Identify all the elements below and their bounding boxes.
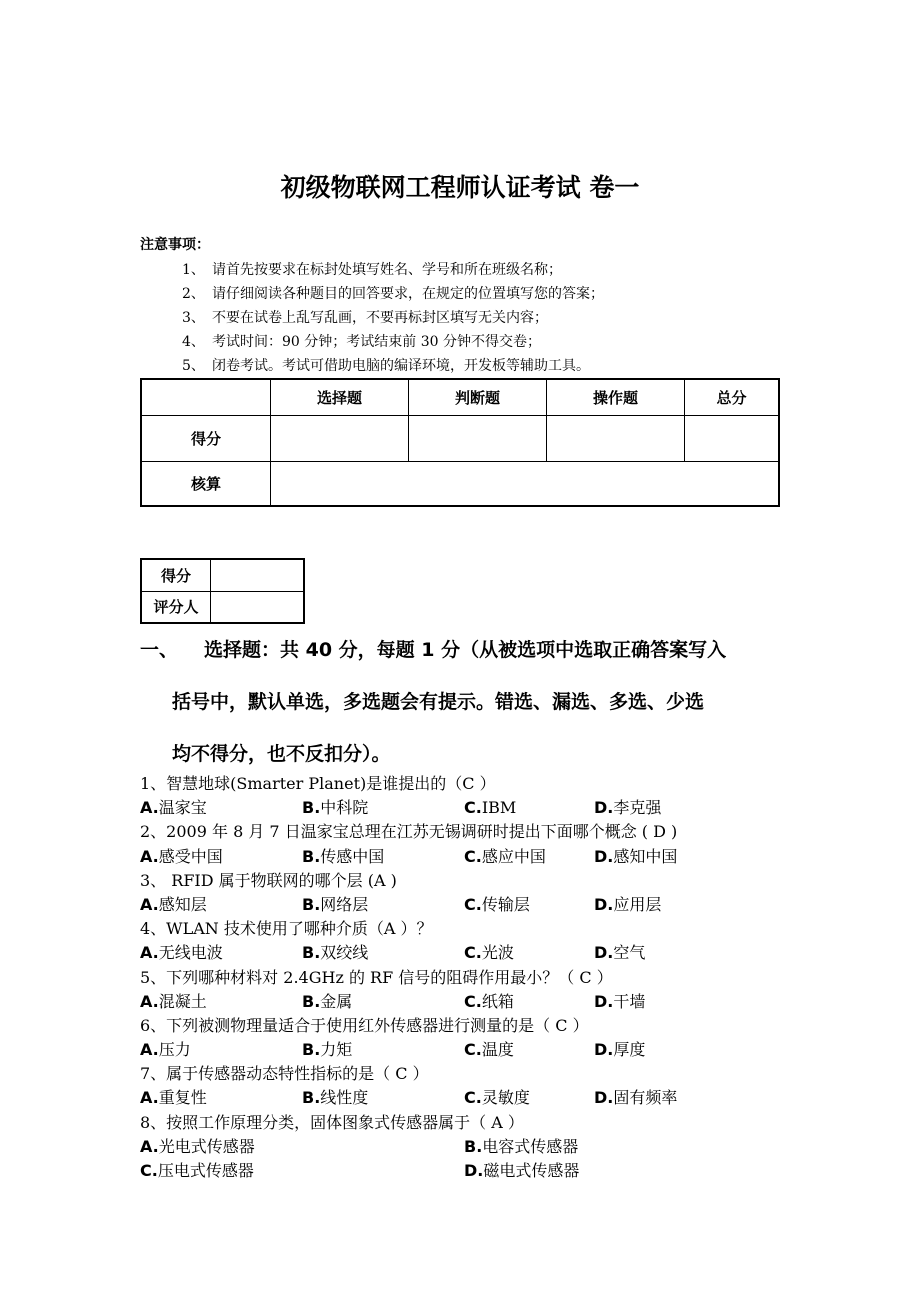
table-header-cell: 操作题 bbox=[546, 379, 684, 415]
option-a[interactable]: A.光电式传感器 bbox=[140, 1136, 255, 1156]
option-a[interactable]: A.混凝土 bbox=[140, 991, 207, 1011]
notice-list bbox=[182, 258, 604, 378]
table-header-cell: 判断题 bbox=[408, 379, 546, 415]
notice-number: 4、 bbox=[182, 334, 205, 350]
option-c[interactable]: C.压电式传感器 bbox=[140, 1161, 254, 1180]
section-line-3: 均不得分，也不反扣分）。 bbox=[172, 743, 391, 765]
option-row bbox=[140, 1135, 780, 1159]
option-b[interactable]: B.网络层 bbox=[302, 894, 369, 914]
option-row bbox=[140, 845, 780, 869]
option-c[interactable]: C.感应中国 bbox=[464, 846, 546, 866]
score-cell[interactable] bbox=[408, 415, 546, 461]
table-row bbox=[141, 591, 304, 623]
option-b[interactable]: B.金属 bbox=[302, 991, 353, 1011]
option-row bbox=[140, 1038, 780, 1062]
option-row bbox=[140, 796, 780, 820]
page-title: 初级物联网工程师认证考试 卷一 bbox=[280, 173, 640, 202]
question-stem: 8、按照工作原理分类，固体图象式传感器属于（ A ） bbox=[140, 1112, 524, 1132]
score-cell[interactable] bbox=[546, 415, 684, 461]
score-label: 得分 bbox=[141, 559, 211, 591]
option-c[interactable]: C.光波 bbox=[464, 943, 514, 963]
notice-item bbox=[182, 354, 604, 378]
score-summary-table bbox=[140, 378, 780, 507]
score-row-label: 得分 bbox=[141, 415, 271, 461]
score-cell[interactable] bbox=[684, 415, 779, 461]
option-d[interactable]: D.应用层 bbox=[594, 894, 662, 914]
option-d[interactable]: D.固有频率 bbox=[594, 1088, 678, 1108]
table-row bbox=[141, 559, 304, 591]
question-stem: 1、智慧地球(Smarter Planet)是谁提出的（C ） bbox=[140, 774, 496, 793]
option-b[interactable]: B.中科院 bbox=[302, 798, 369, 818]
section-heading bbox=[140, 636, 780, 768]
notice-number: 5、 bbox=[182, 358, 205, 374]
question-stem: 6、下列被测物理量适合于使用红外传感器进行测量的是（ C ） bbox=[140, 1015, 589, 1035]
grader-cell[interactable] bbox=[211, 591, 305, 623]
question-stem: 7、属于传感器动态特性指标的是（ C ） bbox=[140, 1064, 429, 1084]
notice-number: 3、 bbox=[182, 310, 205, 326]
option-a[interactable]: A.感受中国 bbox=[140, 846, 223, 866]
score-cell[interactable] bbox=[211, 559, 305, 591]
question-stem: 4、WLAN 技术使用了哪种介质（A ）？ bbox=[140, 919, 433, 939]
option-c[interactable]: C.温度 bbox=[464, 1040, 514, 1060]
notice-item bbox=[182, 306, 604, 330]
question-stem: 5、下列哪种材料对 2.4GHz 的 RF 信号的阻碍作用最小？（ C ） bbox=[140, 967, 613, 987]
score-cell[interactable] bbox=[271, 415, 409, 461]
section-line-2: 括号中，默认单选，多选题会有提示。错选、漏选、多选、少选 bbox=[172, 691, 705, 713]
notice-item bbox=[182, 282, 604, 306]
question-stem: 2、2009 年 8 月 7 日温家宝总理在江苏无锡调研时提出下面哪个概念 ( D ) bbox=[140, 822, 678, 842]
option-c[interactable]: C.灵敏度 bbox=[464, 1088, 530, 1108]
option-a[interactable]: A.压力 bbox=[140, 1040, 191, 1060]
notice-text: 闭卷考试。考试可借助电脑的编译环境，开发板等辅助工具。 bbox=[212, 358, 590, 374]
section-line-1: 选择题：共 40 分，每题 1 分（从被选项中选取正确答案写入 bbox=[204, 639, 727, 661]
option-d[interactable]: D.空气 bbox=[594, 943, 646, 963]
option-d[interactable]: D.厚度 bbox=[594, 1040, 646, 1060]
question-stem: 3、 RFID 属于物联网的哪个层 (A ) bbox=[140, 870, 397, 890]
notice-number: 2、 bbox=[182, 286, 205, 302]
option-c[interactable]: C.纸箱 bbox=[464, 991, 514, 1011]
check-row-label: 核算 bbox=[141, 461, 271, 506]
notice-text: 请首先按要求在标封处填写姓名、学号和所在班级名称； bbox=[212, 262, 562, 278]
table-header-cell bbox=[141, 379, 271, 415]
option-a[interactable]: A.无线电波 bbox=[140, 943, 223, 963]
option-b[interactable]: B.线性度 bbox=[302, 1088, 369, 1108]
option-a[interactable]: A.感知层 bbox=[140, 894, 207, 914]
check-cell[interactable] bbox=[271, 461, 780, 506]
notice-text: 考试时间：90 分钟；考试结束前 30 分钟不得交卷； bbox=[212, 334, 541, 350]
option-row bbox=[140, 1159, 780, 1183]
notice-item bbox=[182, 258, 604, 282]
option-a[interactable]: A.温家宝 bbox=[140, 798, 207, 818]
table-header-row bbox=[141, 379, 779, 415]
notice-number: 1、 bbox=[182, 262, 205, 278]
option-d[interactable]: D.李克强 bbox=[594, 798, 662, 818]
option-b[interactable]: B.双绞线 bbox=[302, 943, 369, 963]
option-c[interactable]: C.传输层 bbox=[464, 894, 530, 914]
option-d[interactable]: D.干墙 bbox=[594, 991, 646, 1011]
notice-heading: 注意事项： bbox=[140, 237, 210, 253]
option-d[interactable]: D.磁电式传感器 bbox=[464, 1161, 580, 1180]
option-b[interactable]: B.电容式传感器 bbox=[464, 1136, 579, 1156]
option-b[interactable]: B.力矩 bbox=[302, 1040, 353, 1060]
option-d[interactable]: D.感知中国 bbox=[594, 846, 678, 866]
table-row bbox=[141, 461, 779, 506]
option-a[interactable]: A.重复性 bbox=[140, 1088, 207, 1108]
grader-label: 评分人 bbox=[141, 591, 211, 623]
table-row bbox=[141, 415, 779, 461]
notice-item bbox=[182, 330, 604, 354]
section-number: 一、 bbox=[140, 639, 179, 661]
table-header-cell: 选择题 bbox=[271, 379, 409, 415]
grader-table bbox=[140, 558, 305, 624]
option-row bbox=[140, 990, 780, 1014]
notice-text: 请仔细阅读各种题目的回答要求，在规定的位置填写您的答案； bbox=[212, 286, 604, 302]
option-b[interactable]: B.传感中国 bbox=[302, 846, 385, 866]
option-c[interactable]: C.IBM bbox=[464, 798, 517, 818]
option-row bbox=[140, 941, 780, 965]
question-list bbox=[140, 772, 780, 1183]
option-row bbox=[140, 893, 780, 917]
option-row bbox=[140, 1086, 780, 1110]
notice-text: 不要在试卷上乱写乱画，不要再标封区填写无关内容； bbox=[212, 310, 548, 326]
table-header-cell: 总分 bbox=[684, 379, 779, 415]
